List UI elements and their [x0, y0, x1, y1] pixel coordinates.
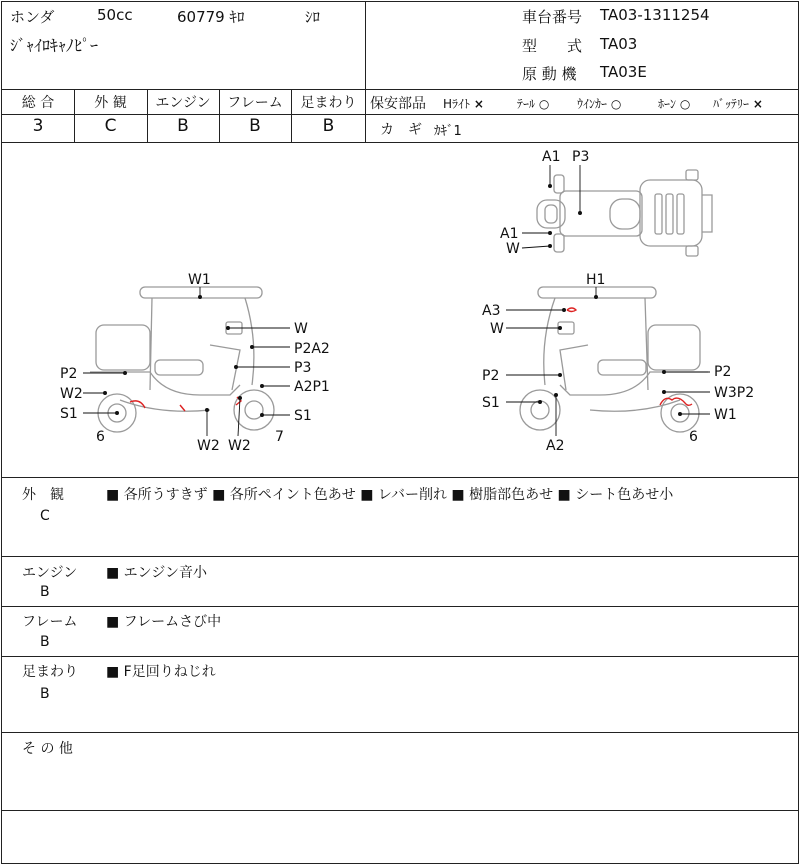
maker: ホンダ	[10, 8, 55, 26]
mileage: 60779 ｷﾛ	[177, 8, 245, 26]
label-right-a2: A2	[546, 438, 565, 454]
type-label: 型 式	[522, 37, 583, 55]
label-top-p3: P3	[572, 149, 590, 165]
safety-item-battery: ﾊﾞｯﾃﾘｰ ×	[713, 97, 763, 111]
label-left-s1a: S1	[60, 406, 78, 422]
grade-exterior: C	[104, 116, 117, 136]
engine-no: TA03E	[600, 63, 647, 81]
left-side-scooter	[90, 287, 274, 432]
label-left-p3: P3	[294, 360, 312, 376]
right-side-labels	[482, 272, 754, 454]
safety-label: 保安部品	[370, 96, 426, 112]
label-left-w: W	[294, 321, 308, 337]
displacement: 50cc	[97, 6, 133, 24]
label-right-p2b: P2	[714, 364, 732, 380]
remark-grade: B	[40, 584, 50, 600]
top-view-labels	[500, 149, 589, 257]
label-left-w2c: W2	[228, 438, 251, 454]
color: ｼﾛ	[305, 8, 321, 26]
remark-grade: C	[40, 508, 50, 524]
grade-header-exterior: 外 観	[94, 95, 127, 111]
label-right-h1: H1	[586, 272, 606, 288]
remark-category: フレーム	[22, 614, 78, 630]
top-view-scooter	[537, 170, 712, 256]
remark-note: ■ エンジン音小	[106, 565, 207, 581]
grade-header-suspension: 足まわり	[300, 95, 357, 111]
label-top-w: W	[506, 241, 520, 257]
label-right-w: W	[490, 321, 504, 337]
label-right-s1: S1	[482, 395, 500, 411]
key-label: カ ギ	[380, 122, 422, 138]
remark-note: ■ 各所うすきず ■ 各所ペイント色あせ ■ レバー削れ ■ 樹脂部色あせ ■ シート色あせ小	[106, 487, 674, 503]
label-right-a3: A3	[482, 303, 501, 319]
remark-category: エンジン	[22, 565, 78, 581]
safety-item-horn: ﾎｰﾝ ○	[658, 97, 691, 111]
label-top-a1: A1	[542, 149, 561, 165]
remark-note: ■ フレームさび中	[106, 614, 222, 630]
label-right-w3p2: W3P2	[714, 385, 755, 401]
grade-header-engine: エンジン	[155, 95, 211, 111]
remark-grade: B	[40, 634, 50, 650]
model-name: ｼﾞｬｲﾛｷｬﾉﾋﾟｰ	[10, 36, 99, 55]
grade-header-frame: フレーム	[227, 95, 283, 111]
label-left-s1b: S1	[294, 408, 312, 424]
label-right-6: 6	[689, 429, 698, 445]
engine-no-label: 原 動 機	[522, 65, 577, 83]
frame-no: TA03-1311254	[600, 6, 710, 24]
grade-header-overall: 総 合	[21, 95, 55, 111]
remark-note: ■ F足回りねじれ	[106, 664, 216, 680]
label-right-w1: W1	[714, 407, 737, 423]
safety-item-winker: ｳｲﾝｶｰ ○	[577, 97, 622, 111]
label-left-w1: W1	[188, 272, 211, 288]
remark-category: 外 観	[22, 487, 64, 503]
grade-suspension: B	[322, 116, 335, 136]
label-top-a1b: A1	[500, 226, 519, 242]
label-left-7: 7	[275, 429, 284, 445]
key-value: ｶｷﾞ1	[434, 124, 462, 139]
left-side-labels	[60, 272, 330, 454]
label-right-p2a: P2	[482, 368, 500, 384]
label-left-w2b: W2	[197, 438, 220, 454]
remark-category: 足まわり	[22, 664, 78, 680]
label-left-p2: P2	[60, 366, 78, 382]
label-left-6: 6	[96, 429, 105, 445]
grade-overall: 3	[32, 116, 44, 136]
type-value: TA03	[600, 35, 638, 53]
remark-grade: B	[40, 686, 50, 702]
label-left-w2a: W2	[60, 386, 83, 402]
label-left-p2a2: P2A2	[294, 341, 330, 357]
safety-item-tail: ﾃｰﾙ ○	[517, 97, 550, 111]
safety-item-headlight: Hﾗｲﾄ ×	[443, 97, 484, 111]
frame-no-label: 車台番号	[522, 8, 583, 26]
right-side-scooter	[520, 287, 708, 432]
grade-frame: B	[249, 116, 261, 136]
grade-engine: B	[177, 116, 189, 136]
label-left-a2p1: A2P1	[294, 379, 330, 395]
remark-category: そ の 他	[22, 741, 73, 757]
